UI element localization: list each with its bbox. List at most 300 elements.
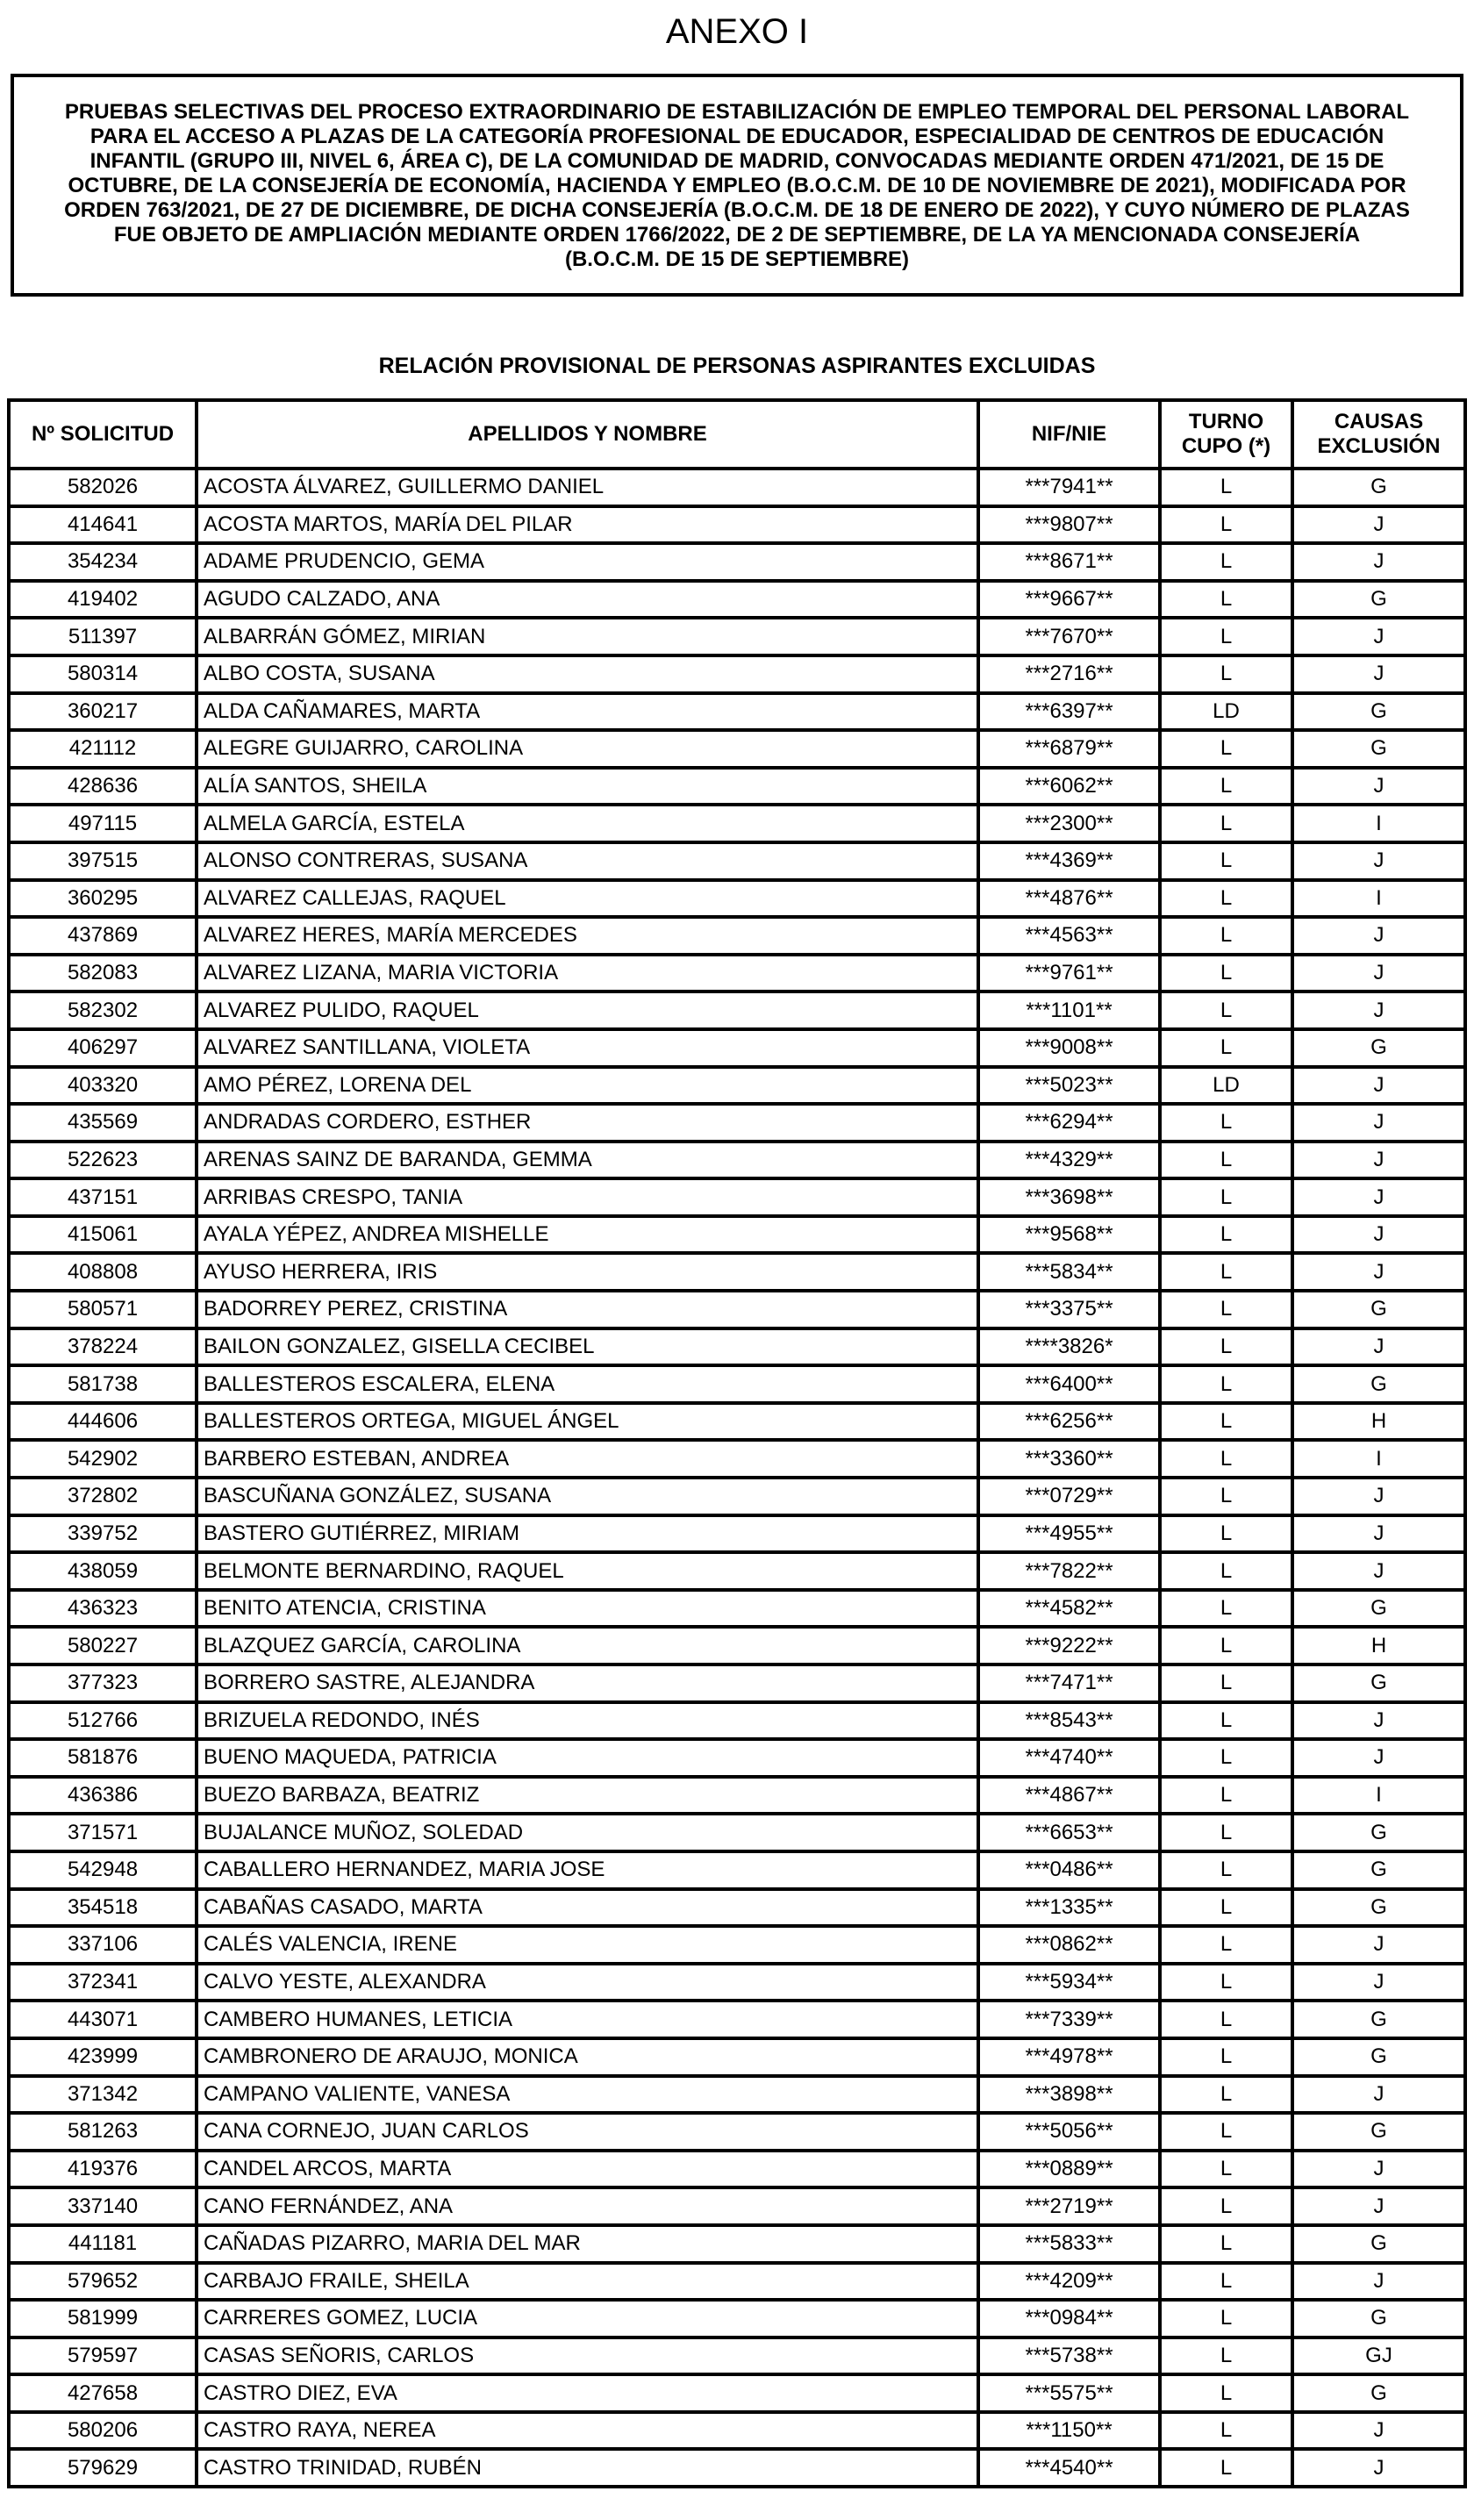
cell-name: ALVAREZ CALLEJAS, RAQUEL xyxy=(197,880,978,918)
table-row xyxy=(9,618,1465,655)
cell-causas: J xyxy=(1292,1178,1465,1216)
cell-name: AGUDO CALZADO, ANA xyxy=(197,581,978,619)
cell-causas: J xyxy=(1292,2151,1465,2188)
cell-causas: J xyxy=(1292,1515,1465,1553)
cell-nif: ***3898** xyxy=(978,2076,1160,2114)
cell-turno: L xyxy=(1160,581,1292,619)
cell-name: BADORREY PEREZ, CRISTINA xyxy=(197,1291,978,1328)
cell-num: 444606 xyxy=(9,1403,197,1441)
cell-num: 403320 xyxy=(9,1067,197,1105)
table-row xyxy=(9,2449,1465,2487)
table-row xyxy=(9,917,1465,955)
cell-name: CANDEL ARCOS, MARTA xyxy=(197,2151,978,2188)
header-turno-line1: TURNO xyxy=(1188,410,1264,433)
cell-causas: I xyxy=(1292,805,1465,842)
cell-name: CASTRO TRINIDAD, RUBÉN xyxy=(197,2449,978,2487)
cell-num: 428636 xyxy=(9,768,197,805)
cell-causas: J xyxy=(1292,1104,1465,1142)
cell-causas: G xyxy=(1292,1814,1465,1851)
table-row xyxy=(9,693,1465,731)
cell-causas: J xyxy=(1292,1964,1465,2001)
cell-nif: ***5023** xyxy=(978,1067,1160,1105)
cell-nif: ***5738** xyxy=(978,2337,1160,2375)
table-row xyxy=(9,1067,1465,1105)
cell-nif: ****3826* xyxy=(978,1328,1160,1366)
cell-causas: J xyxy=(1292,992,1465,1029)
cell-name: ALONSO CONTRERAS, SUSANA xyxy=(197,842,978,880)
cell-nif: ***6062** xyxy=(978,768,1160,805)
cell-num: 377323 xyxy=(9,1664,197,1702)
table-row xyxy=(9,1739,1465,1777)
table-row xyxy=(9,1328,1465,1366)
cell-turno: L xyxy=(1160,1403,1292,1441)
cell-nif: ***9222** xyxy=(978,1627,1160,1664)
cell-nif: ***8543** xyxy=(978,1702,1160,1740)
cell-nif: ***9008** xyxy=(978,1029,1160,1067)
cell-num: 437151 xyxy=(9,1178,197,1216)
table-row xyxy=(9,1029,1465,1067)
cell-causas: J xyxy=(1292,2076,1465,2114)
cell-turno: L xyxy=(1160,805,1292,842)
cell-causas: GJ xyxy=(1292,2337,1465,2375)
cell-turno: L xyxy=(1160,880,1292,918)
cell-name: AYUSO HERRERA, IRIS xyxy=(197,1253,978,1291)
cell-num: 437869 xyxy=(9,917,197,955)
table-row xyxy=(9,1104,1465,1142)
cell-nif: ***7471** xyxy=(978,1664,1160,1702)
cell-name: BELMONTE BERNARDINO, RAQUEL xyxy=(197,1552,978,1590)
notice-line: INFANTIL (GRUPO III, NIVEL 6, ÁREA C), DE LA COMUNIDAD DE MADRID, CONVOCADAS MEDIANTE ORDEN 471/2021, DE 15 DE xyxy=(89,149,1385,173)
cell-num: 497115 xyxy=(9,805,197,842)
cell-name: ALÍA SANTOS, SHEILA xyxy=(197,768,978,805)
table-row xyxy=(9,2225,1465,2263)
cell-num: 579597 xyxy=(9,2337,197,2375)
cell-num: 378224 xyxy=(9,1328,197,1366)
cell-name: CALVO YESTE, ALEXANDRA xyxy=(197,1964,978,2001)
cell-causas: I xyxy=(1292,1440,1465,1478)
cell-nif: ***4740** xyxy=(978,1739,1160,1777)
cell-name: CAMBRONERO DE ARAUJO, MONICA xyxy=(197,2038,978,2076)
cell-causas: J xyxy=(1292,2187,1465,2225)
cell-causas: J xyxy=(1292,1478,1465,1515)
cell-turno: L xyxy=(1160,1664,1292,1702)
cell-nif: ***6879** xyxy=(978,730,1160,768)
cell-turno: L xyxy=(1160,2187,1292,2225)
cell-name: AYALA YÉPEZ, ANDREA MISHELLE xyxy=(197,1216,978,1254)
cell-causas: G xyxy=(1292,2113,1465,2151)
cell-num: 406297 xyxy=(9,1029,197,1067)
cell-name: CAMPANO VALIENTE, VANESA xyxy=(197,2076,978,2114)
cell-turno: L xyxy=(1160,1365,1292,1403)
cell-name: BRIZUELA REDONDO, INÉS xyxy=(197,1702,978,1740)
table-row xyxy=(9,2337,1465,2375)
cell-nif: ***4369** xyxy=(978,842,1160,880)
header-nif xyxy=(978,400,1160,469)
table-row xyxy=(9,1440,1465,1478)
cell-turno: LD xyxy=(1160,1067,1292,1105)
table-row xyxy=(9,1627,1465,1664)
cell-num: 443071 xyxy=(9,2001,197,2038)
cell-turno: L xyxy=(1160,1926,1292,1964)
cell-name: ALVAREZ HERES, MARÍA MERCEDES xyxy=(197,917,978,955)
cell-causas: G xyxy=(1292,1365,1465,1403)
cell-nif: ***7670** xyxy=(978,618,1160,655)
cell-turno: L xyxy=(1160,1142,1292,1179)
cell-name: ALVAREZ LIZANA, MARIA VICTORIA xyxy=(197,955,978,992)
cell-num: 542902 xyxy=(9,1440,197,1478)
cell-num: 582302 xyxy=(9,992,197,1029)
cell-name: CABAÑAS CASADO, MARTA xyxy=(197,1889,978,1927)
cell-num: 542948 xyxy=(9,1851,197,1889)
cell-nif: ***9667** xyxy=(978,581,1160,619)
cell-nif: ***5934** xyxy=(978,1964,1160,2001)
cell-causas: J xyxy=(1292,655,1465,693)
cell-num: 414641 xyxy=(9,506,197,544)
header-causas-line2: EXCLUSIÓN xyxy=(1317,434,1441,458)
table-row xyxy=(9,1142,1465,1179)
cell-name: CANO FERNÁNDEZ, ANA xyxy=(197,2187,978,2225)
cell-nif: ***6653** xyxy=(978,1814,1160,1851)
cell-causas: G xyxy=(1292,1291,1465,1328)
cell-nif: ***4876** xyxy=(978,880,1160,918)
table-row xyxy=(9,469,1465,506)
table-row xyxy=(9,2412,1465,2450)
cell-name: BENITO ATENCIA, CRISTINA xyxy=(197,1590,978,1628)
cell-num: 372802 xyxy=(9,1478,197,1515)
header-causas-line1: CAUSAS xyxy=(1334,410,1424,433)
table-row xyxy=(9,730,1465,768)
cell-name: CAÑADAS PIZARRO, MARIA DEL MAR xyxy=(197,2225,978,2263)
table-row xyxy=(9,2300,1465,2337)
cell-causas: J xyxy=(1292,2263,1465,2301)
cell-turno: L xyxy=(1160,1627,1292,1664)
cell-causas: G xyxy=(1292,2038,1465,2076)
cell-turno: L xyxy=(1160,2225,1292,2263)
cell-num: 582026 xyxy=(9,469,197,506)
cell-causas: H xyxy=(1292,1627,1465,1664)
cell-nif: ***6256** xyxy=(978,1403,1160,1441)
cell-causas: J xyxy=(1292,1739,1465,1777)
cell-turno: L xyxy=(1160,2374,1292,2412)
cell-num: 360217 xyxy=(9,693,197,731)
cell-num: 579629 xyxy=(9,2449,197,2487)
cell-causas: J xyxy=(1292,842,1465,880)
cell-nif: ***9568** xyxy=(978,1216,1160,1254)
cell-turno: L xyxy=(1160,1104,1292,1142)
cell-name: ALVAREZ PULIDO, RAQUEL xyxy=(197,992,978,1029)
cell-nif: ***0729** xyxy=(978,1478,1160,1515)
cell-name: BORRERO SASTRE, ALEJANDRA xyxy=(197,1664,978,1702)
table-row xyxy=(9,805,1465,842)
table-row xyxy=(9,2374,1465,2412)
cell-num: 427658 xyxy=(9,2374,197,2412)
cell-num: 580571 xyxy=(9,1291,197,1328)
header-num-label: Nº SOLICITUD xyxy=(31,422,175,446)
cell-name: AMO PÉREZ, LORENA DEL xyxy=(197,1067,978,1105)
table-row xyxy=(9,1403,1465,1441)
cell-turno: L xyxy=(1160,917,1292,955)
cell-num: 419376 xyxy=(9,2151,197,2188)
cell-name: CARRERES GOMEZ, LUCIA xyxy=(197,2300,978,2337)
cell-nif: ***0984** xyxy=(978,2300,1160,2337)
cell-num: 354234 xyxy=(9,543,197,581)
table-row xyxy=(9,1478,1465,1515)
cell-causas: G xyxy=(1292,1029,1465,1067)
cell-nif: ***3698** xyxy=(978,1178,1160,1216)
cell-name: BAILON GONZALEZ, GISELLA CECIBEL xyxy=(197,1328,978,1366)
cell-nif: ***8671** xyxy=(978,543,1160,581)
header-name-label: APELLIDOS Y NOMBRE xyxy=(468,422,707,446)
cell-turno: L xyxy=(1160,1178,1292,1216)
table-row xyxy=(9,543,1465,581)
table-body xyxy=(9,469,1465,2487)
cell-num: 372341 xyxy=(9,1964,197,2001)
cell-num: 436386 xyxy=(9,1777,197,1815)
cell-num: 371571 xyxy=(9,1814,197,1851)
cell-turno: L xyxy=(1160,2113,1292,2151)
cell-name: ADAME PRUDENCIO, GEMA xyxy=(197,543,978,581)
cell-turno: L xyxy=(1160,1814,1292,1851)
cell-turno: L xyxy=(1160,655,1292,693)
cell-nif: ***1101** xyxy=(978,992,1160,1029)
cell-turno: L xyxy=(1160,2263,1292,2301)
cell-num: 579652 xyxy=(9,2263,197,2301)
cell-turno: L xyxy=(1160,1552,1292,1590)
header-num xyxy=(9,400,197,469)
cell-turno: L xyxy=(1160,1702,1292,1740)
cell-num: 360295 xyxy=(9,880,197,918)
cell-name: ACOSTA ÁLVAREZ, GUILLERMO DANIEL xyxy=(197,469,978,506)
cell-causas: G xyxy=(1292,1851,1465,1889)
table-row xyxy=(9,842,1465,880)
cell-turno: L xyxy=(1160,1851,1292,1889)
cell-causas: J xyxy=(1292,1216,1465,1254)
cell-nif: ***4563** xyxy=(978,917,1160,955)
cell-name: CABALLERO HERNANDEZ, MARIA JOSE xyxy=(197,1851,978,1889)
table-row xyxy=(9,1664,1465,1702)
table-row xyxy=(9,1851,1465,1889)
cell-nif: ***3375** xyxy=(978,1291,1160,1328)
table-row xyxy=(9,1964,1465,2001)
cell-nif: ***7822** xyxy=(978,1552,1160,1590)
cell-causas: G xyxy=(1292,2001,1465,2038)
cell-name: BASTERO GUTIÉRREZ, MIRIAM xyxy=(197,1515,978,1553)
cell-num: 419402 xyxy=(9,581,197,619)
cell-causas: J xyxy=(1292,1067,1465,1105)
table-row xyxy=(9,2001,1465,2038)
cell-turno: L xyxy=(1160,2300,1292,2337)
cell-num: 441181 xyxy=(9,2225,197,2263)
cell-turno: L xyxy=(1160,1515,1292,1553)
cell-nif: ***9761** xyxy=(978,955,1160,992)
cell-turno: L xyxy=(1160,992,1292,1029)
table-row xyxy=(9,581,1465,619)
cell-causas: G xyxy=(1292,469,1465,506)
table-row xyxy=(9,1253,1465,1291)
cell-turno: L xyxy=(1160,1440,1292,1478)
table-row xyxy=(9,2038,1465,2076)
cell-num: 423999 xyxy=(9,2038,197,2076)
cell-num: 511397 xyxy=(9,618,197,655)
cell-num: 581876 xyxy=(9,1739,197,1777)
cell-nif: ***6397** xyxy=(978,693,1160,731)
cell-num: 580227 xyxy=(9,1627,197,1664)
table-row xyxy=(9,1926,1465,1964)
cell-num: 435569 xyxy=(9,1104,197,1142)
cell-name: BALLESTEROS ORTEGA, MIGUEL ÁNGEL xyxy=(197,1403,978,1441)
cell-num: 337106 xyxy=(9,1926,197,1964)
header-turno xyxy=(1160,400,1292,469)
cell-turno: L xyxy=(1160,543,1292,581)
cell-name: BASCUÑANA GONZÁLEZ, SUSANA xyxy=(197,1478,978,1515)
cell-name: CALÉS VALENCIA, IRENE xyxy=(197,1926,978,1964)
table-row xyxy=(9,655,1465,693)
table-row xyxy=(9,2263,1465,2301)
cell-name: CASAS SEÑORIS, CARLOS xyxy=(197,2337,978,2375)
notice-line: PARA EL ACCESO A PLAZAS DE LA CATEGORÍA PROFESIONAL DE EDUCADOR, ESPECIALIDAD DE CENTROS DE EDUCACIÓN xyxy=(89,125,1385,148)
cell-nif: ***7339** xyxy=(978,2001,1160,2038)
cell-causas: G xyxy=(1292,2300,1465,2337)
header-name xyxy=(197,400,978,469)
cell-num: 522623 xyxy=(9,1142,197,1179)
subtitle: RELACIÓN PROVISIONAL DE PERSONAS ASPIRANTES EXCLUIDAS xyxy=(378,354,1096,378)
cell-nif: ***0486** xyxy=(978,1851,1160,1889)
header-causas xyxy=(1292,400,1465,469)
cell-name: BUENO MAQUEDA, PATRICIA xyxy=(197,1739,978,1777)
cell-causas: J xyxy=(1292,1328,1465,1366)
cell-causas: J xyxy=(1292,768,1465,805)
cell-nif: ***5834** xyxy=(978,1253,1160,1291)
table-row xyxy=(9,2151,1465,2188)
excluded-applicants-table xyxy=(7,398,1467,2488)
cell-nif: ***0889** xyxy=(978,2151,1160,2188)
cell-turno: L xyxy=(1160,768,1292,805)
cell-causas: G xyxy=(1292,1590,1465,1628)
cell-name: ANDRADAS CORDERO, ESTHER xyxy=(197,1104,978,1142)
cell-name: BARBERO ESTEBAN, ANDREA xyxy=(197,1440,978,1478)
cell-name: ALBO COSTA, SUSANA xyxy=(197,655,978,693)
cell-nif: ***4978** xyxy=(978,2038,1160,2076)
cell-causas: J xyxy=(1292,1142,1465,1179)
table-row xyxy=(9,1178,1465,1216)
cell-nif: ***3360** xyxy=(978,1440,1160,1478)
cell-num: 581999 xyxy=(9,2300,197,2337)
cell-num: 408808 xyxy=(9,1253,197,1291)
cell-causas: I xyxy=(1292,1777,1465,1815)
cell-turno: L xyxy=(1160,2412,1292,2450)
cell-name: ALBARRÁN GÓMEZ, MIRIAN xyxy=(197,618,978,655)
cell-num: 512766 xyxy=(9,1702,197,1740)
cell-causas: G xyxy=(1292,693,1465,731)
cell-turno: L xyxy=(1160,1253,1292,1291)
cell-name: CARBAJO FRAILE, SHEILA xyxy=(197,2263,978,2301)
notice-line: OCTUBRE, DE LA CONSEJERÍA DE ECONOMÍA, HACIENDA Y EMPLEO (B.O.C.M. DE 10 DE NOVIEMBRE DE 2021), MODIFICADA POR xyxy=(68,174,1406,197)
cell-causas: G xyxy=(1292,1664,1465,1702)
cell-causas: J xyxy=(1292,618,1465,655)
cell-name: ACOSTA MARTOS, MARÍA DEL PILAR xyxy=(197,506,978,544)
cell-turno: L xyxy=(1160,1291,1292,1328)
header-turno-line2: CUPO (*) xyxy=(1181,434,1271,458)
cell-turno: L xyxy=(1160,2337,1292,2375)
table-row xyxy=(9,955,1465,992)
table-row xyxy=(9,992,1465,1029)
cell-name: BUJALANCE MUÑOZ, SOLEDAD xyxy=(197,1814,978,1851)
cell-turno: L xyxy=(1160,730,1292,768)
table-row xyxy=(9,1515,1465,1553)
cell-turno: L xyxy=(1160,469,1292,506)
cell-nif: ***0862** xyxy=(978,1926,1160,1964)
cell-name: ALVAREZ SANTILLANA, VIOLETA xyxy=(197,1029,978,1067)
notice-line: FUE OBJETO DE AMPLIACIÓN MEDIANTE ORDEN 1766/2022, DE 2 DE SEPTIEMBRE, DE LA YA MENCIONADA CONSEJERÍA xyxy=(113,223,1361,247)
cell-turno: L xyxy=(1160,1590,1292,1628)
cell-name: ALMELA GARCÍA, ESTELA xyxy=(197,805,978,842)
cell-causas: J xyxy=(1292,1253,1465,1291)
header-nif-label: NIF/NIE xyxy=(1031,422,1107,446)
table-row xyxy=(9,1702,1465,1740)
cell-turno: LD xyxy=(1160,693,1292,731)
notice-line: (B.O.C.M. DE 15 DE SEPTIEMBRE) xyxy=(564,247,910,271)
table-row xyxy=(9,768,1465,805)
cell-causas: J xyxy=(1292,1926,1465,1964)
cell-num: 337140 xyxy=(9,2187,197,2225)
cell-turno: L xyxy=(1160,1478,1292,1515)
cell-nif: ***1335** xyxy=(978,1889,1160,1927)
cell-nif: ***2716** xyxy=(978,655,1160,693)
cell-turno: L xyxy=(1160,1328,1292,1366)
cell-nif: ***1150** xyxy=(978,2412,1160,2450)
cell-turno: L xyxy=(1160,2038,1292,2076)
cell-nif: ***5575** xyxy=(978,2374,1160,2412)
cell-num: 354518 xyxy=(9,1889,197,1927)
cell-num: 438059 xyxy=(9,1552,197,1590)
cell-turno: L xyxy=(1160,1216,1292,1254)
cell-causas: J xyxy=(1292,1702,1465,1740)
cell-num: 421112 xyxy=(9,730,197,768)
page-title: ANEXO I xyxy=(665,12,809,51)
cell-nif: ***5833** xyxy=(978,2225,1160,2263)
cell-name: ALEGRE GUIJARRO, CAROLINA xyxy=(197,730,978,768)
cell-causas: G xyxy=(1292,581,1465,619)
cell-nif: ***9807** xyxy=(978,506,1160,544)
cell-num: 415061 xyxy=(9,1216,197,1254)
cell-name: BALLESTEROS ESCALERA, ELENA xyxy=(197,1365,978,1403)
table-row xyxy=(9,2113,1465,2151)
cell-nif: ***2719** xyxy=(978,2187,1160,2225)
cell-causas: H xyxy=(1292,1403,1465,1441)
table-row xyxy=(9,1291,1465,1328)
cell-nif: ***4955** xyxy=(978,1515,1160,1553)
cell-turno: L xyxy=(1160,1964,1292,2001)
cell-name: ARENAS SAINZ DE BARANDA, GEMMA xyxy=(197,1142,978,1179)
table-row xyxy=(9,1590,1465,1628)
cell-causas: J xyxy=(1292,1552,1465,1590)
cell-nif: ***4867** xyxy=(978,1777,1160,1815)
cell-nif: ***4329** xyxy=(978,1142,1160,1179)
cell-num: 582083 xyxy=(9,955,197,992)
cell-causas: J xyxy=(1292,506,1465,544)
cell-causas: J xyxy=(1292,543,1465,581)
table-row xyxy=(9,1552,1465,1590)
cell-causas: J xyxy=(1292,955,1465,992)
cell-turno: L xyxy=(1160,1889,1292,1927)
table-row xyxy=(9,1216,1465,1254)
cell-causas: G xyxy=(1292,1889,1465,1927)
cell-nif: ***6400** xyxy=(978,1365,1160,1403)
cell-name: BUEZO BARBAZA, BEATRIZ xyxy=(197,1777,978,1815)
table-header-row xyxy=(9,400,1465,469)
cell-turno: L xyxy=(1160,955,1292,992)
cell-num: 397515 xyxy=(9,842,197,880)
